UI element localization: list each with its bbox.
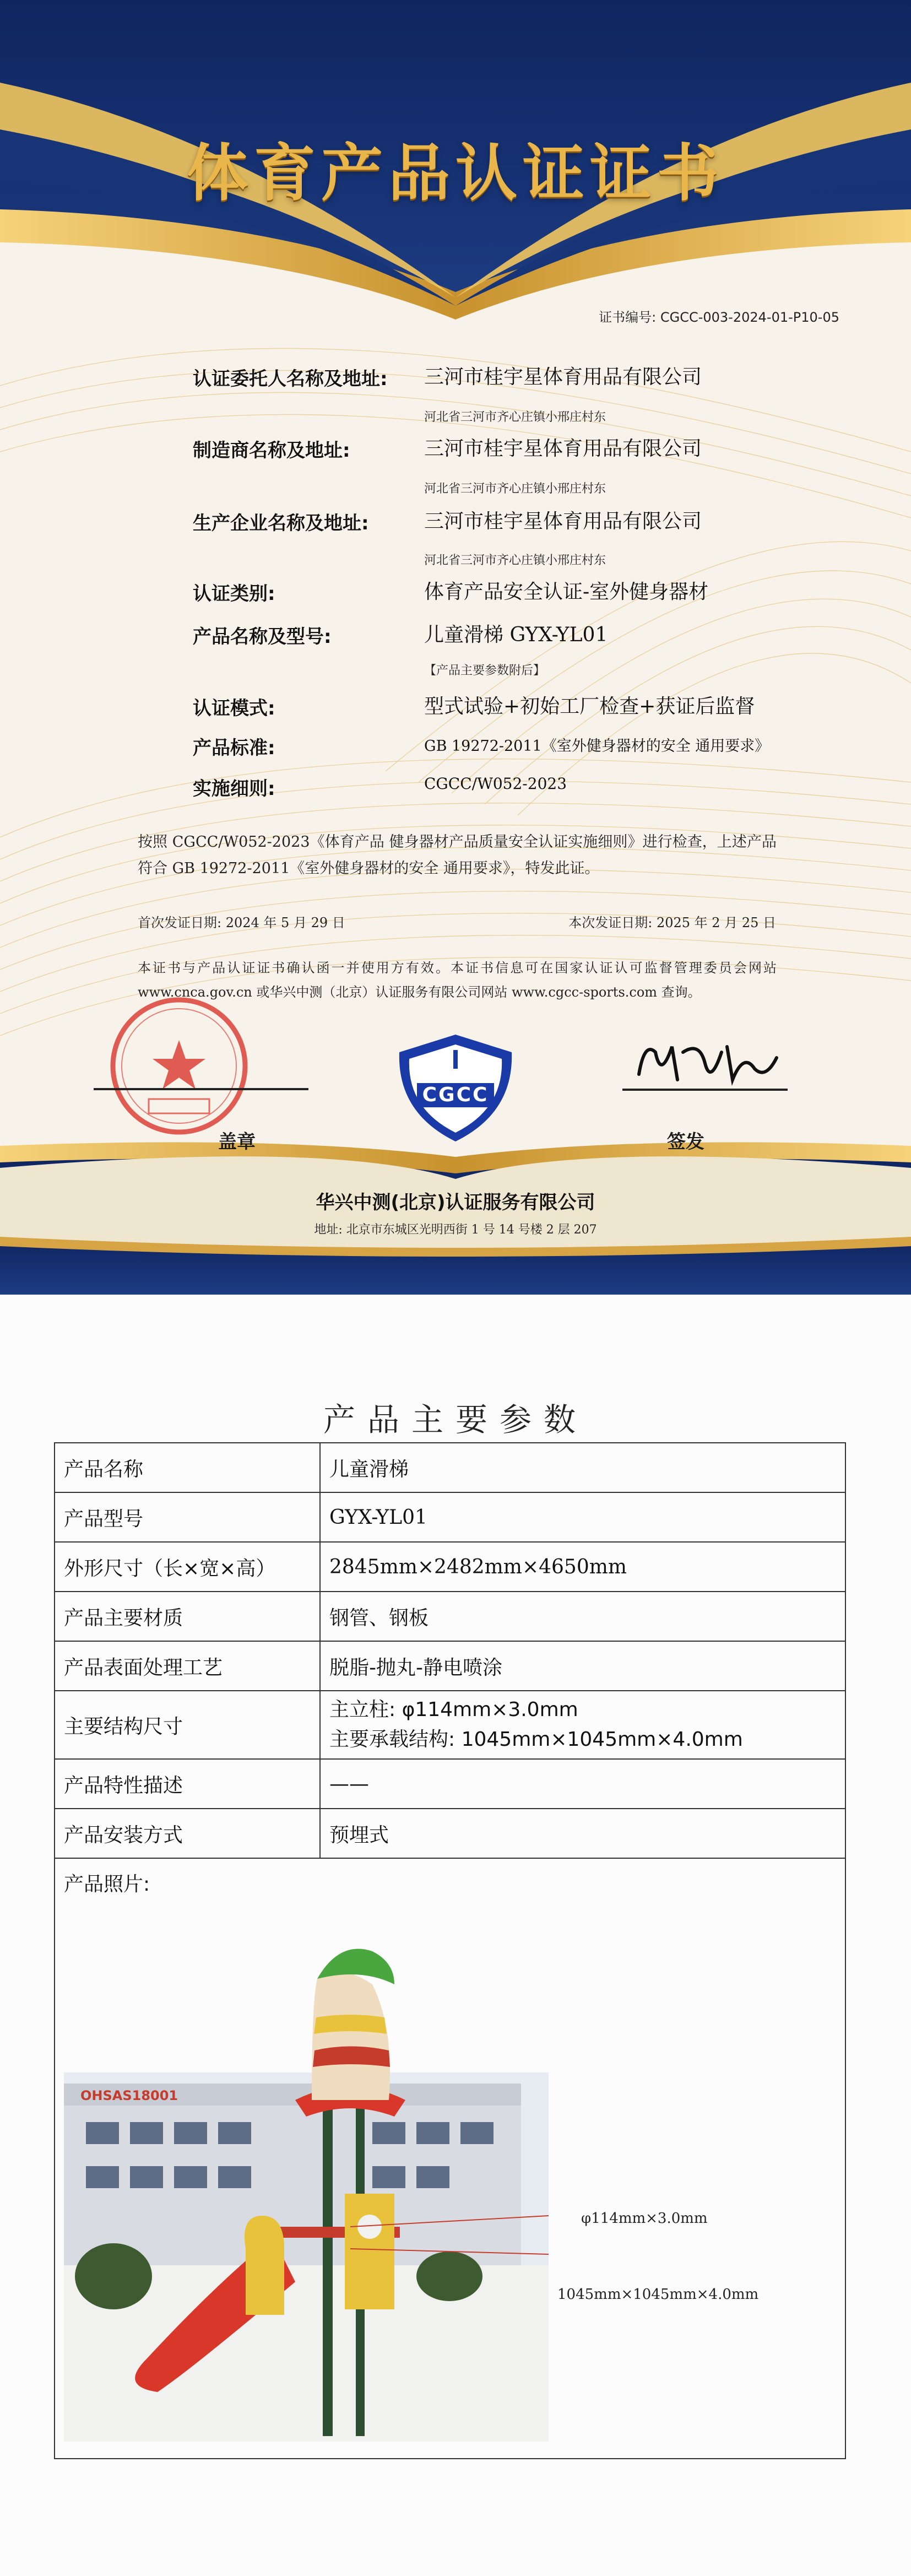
parameters-table — [54, 1442, 846, 2459]
seal-label: 盖章 — [218, 1131, 256, 1153]
row-value: 脱脂-抛丸-静电喷涂 — [320, 1641, 845, 1691]
table-row — [55, 1858, 845, 2459]
field-sub-product: 【产品主要参数附后】 — [424, 664, 546, 678]
row-label: 产品特性描述 — [55, 1759, 320, 1809]
table-row — [55, 1759, 845, 1809]
row-label: 产品主要材质 — [55, 1592, 320, 1641]
first-issue-date: 首次发证日期: 2024 年 5 月 29 日 — [138, 915, 345, 930]
certificate-statement: 按照 CGCC/W052-2023《体育产品 健身器材产品质量安全认证实施细则》进行检查，上述产品符合 GB 19272-2011《室外健身器材的安全 通用要求》，特发此证。 — [138, 834, 777, 877]
field-label-entrusting: 认证委托人名称及地址: — [193, 368, 388, 390]
field-label-product: 产品名称及型号: — [193, 626, 332, 648]
row-value — [320, 1691, 845, 1759]
cgcc-logo-text: CGCC — [422, 1084, 489, 1106]
sign-label: 签发 — [667, 1131, 704, 1153]
issuing-organization: 华兴中测(北京)认证服务有限公司 — [316, 1192, 595, 1214]
field-label-manufacturer: 制造商名称及地址: — [193, 440, 350, 462]
parameters-title: 产品主要参数 — [323, 1401, 588, 1438]
row-value-line-1: 主立柱: φ114mm×3.0mm — [329, 1698, 578, 1721]
table-row — [55, 1641, 845, 1691]
row-value-line-2: 主要承载结构: 1045mm×1045mm×4.0mm — [329, 1728, 743, 1751]
row-label: 主要结构尺寸 — [55, 1691, 320, 1759]
field-value-rules: CGCC/W052-2023 — [424, 775, 567, 793]
product-photo — [64, 1918, 549, 2442]
table-row — [55, 1691, 845, 1759]
row-value: —— — [320, 1759, 845, 1809]
cgcc-logo — [384, 1030, 527, 1146]
row-value: 儿童滑梯 — [320, 1443, 845, 1492]
field-value-standard: GB 19272-2011《室外健身器材的安全 通用要求》 — [424, 738, 770, 755]
certificate-number: 证书编号: CGCC-003-2024-01-P10-05 — [599, 310, 839, 325]
field-sub-manufacturer: 河北省三河市齐心庄镇小邢庄村东 — [424, 482, 606, 496]
row-value: GYX-YL01 — [320, 1492, 845, 1542]
seal-line — [94, 1088, 308, 1091]
photo-label: 产品照片: — [64, 1873, 150, 1896]
field-label-mode: 认证模式: — [193, 697, 275, 719]
field-sub-entrusting: 河北省三河市齐心庄镇小邢庄村东 — [424, 410, 606, 424]
field-value-producer: 三河市桂宇星体育用品有限公司 — [424, 510, 702, 533]
field-value-mode: 型式试验+初始工厂检查+获证后监督 — [424, 695, 755, 718]
field-label-rules: 实施细则: — [193, 778, 275, 800]
field-label-category: 认证类别: — [193, 583, 275, 605]
field-label-producer: 生产企业名称及地址: — [193, 512, 369, 534]
red-seal-stamp — [105, 992, 253, 1140]
this-issue-date: 本次发证日期: 2025 年 2 月 25 日 — [568, 915, 776, 930]
table-row — [55, 1592, 845, 1641]
callout-pole-size: φ114mm×3.0mm — [581, 2210, 708, 2227]
table-row — [55, 1492, 845, 1542]
organization-address: 地址: 北京市东城区光明西街 1 号 14 号楼 2 层 207 — [314, 1223, 597, 1237]
row-value: 2845mm×2482mm×4650mm — [320, 1542, 845, 1592]
field-value-manufacturer: 三河市桂宇星体育用品有限公司 — [424, 437, 702, 460]
signature — [622, 1030, 788, 1096]
row-value: 预埋式 — [320, 1809, 845, 1858]
building-sign: OHSAS18001 — [80, 2088, 178, 2103]
table-row — [55, 1809, 845, 1858]
row-value: 钢管、钢板 — [320, 1592, 845, 1641]
product-parameters-page — [0, 1295, 911, 2576]
photo-cell — [55, 1858, 845, 2459]
field-value-product: 儿童滑梯 GYX-YL01 — [424, 624, 608, 646]
certificate-notice: 本证书与产品认证证书确认函一并使用方有效。本证书信息可在国家认证认可监督管理委员会网站 www.cnca.gov.cn 或华兴中测（北京）认证服务有限公司网站 www.cgcc-sports.com 查询。 — [138, 960, 777, 1000]
field-value-category: 体育产品安全认证-室外健身器材 — [424, 581, 709, 603]
table-row — [55, 1542, 845, 1592]
callout-platform-size: 1045mm×1045mm×4.0mm — [557, 2286, 759, 2303]
field-label-standard: 产品标准: — [193, 737, 275, 759]
table-row — [55, 1443, 845, 1492]
row-label: 产品名称 — [55, 1443, 320, 1492]
row-label: 产品表面处理工艺 — [55, 1641, 320, 1691]
field-value-entrusting: 三河市桂宇星体育用品有限公司 — [424, 366, 702, 388]
row-label: 产品型号 — [55, 1492, 320, 1542]
row-label: 外形尺寸（长×宽×高） — [55, 1542, 320, 1592]
row-label: 产品安装方式 — [55, 1809, 320, 1858]
certificate-title: 体育产品认证证书 — [187, 138, 724, 209]
field-sub-producer: 河北省三河市齐心庄镇小邢庄村东 — [424, 554, 606, 567]
